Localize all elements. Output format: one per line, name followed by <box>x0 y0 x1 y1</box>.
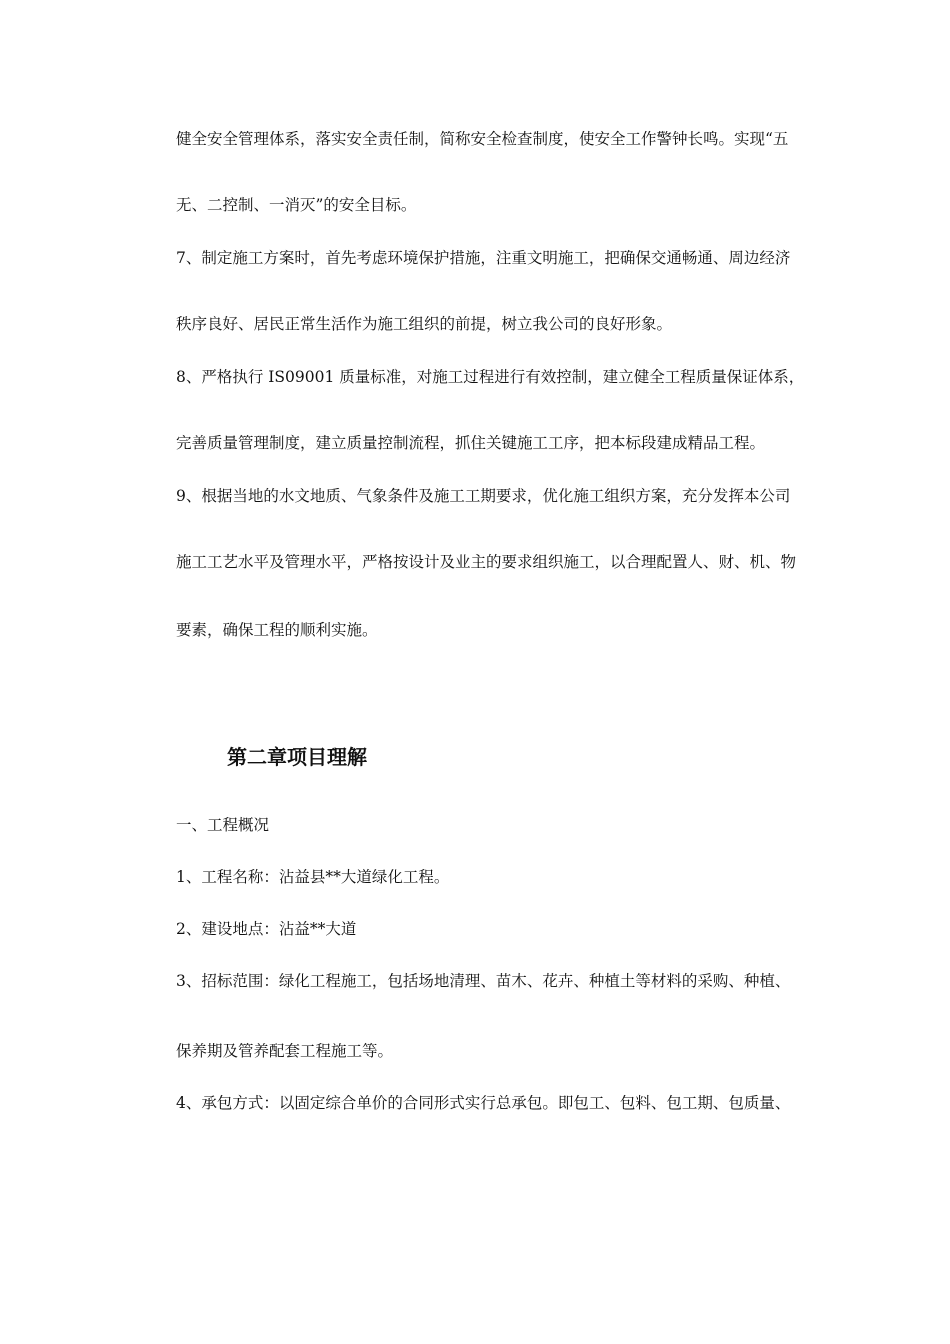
paragraph-line: 要素，确保工程的顺利实施。 <box>176 621 378 639</box>
paragraph-line: 3、招标范围：绿化工程施工，包括场地清理、苗木、花卉、种植土等材料的采购、种植、 <box>176 972 791 990</box>
paragraph-line: 2、建设地点：沾益**大道 <box>176 920 357 938</box>
paragraph-line: 7、制定施工方案时，首先考虑环境保护措施，注重文明施工，把确保交通畅通、周边经济 <box>176 249 791 267</box>
paragraph-line: 施工工艺水平及管理水平，严格按设计及业主的要求组织施工，以合理配置人、财、机、物 <box>176 553 797 571</box>
paragraph-line: 完善质量管理制度，建立质量控制流程，抓住关键施工工序，把本标段建成精品工程。 <box>176 434 766 452</box>
paragraph-line: 健全安全管理体系，落实安全责任制，简称安全检查制度，使安全工作警钟长鸣。实现“五 <box>176 130 789 148</box>
chapter-heading: 第二章项目理解 <box>227 745 367 769</box>
paragraph-line: 无、二控制、一消灭”的安全目标。 <box>176 196 417 214</box>
paragraph-line: 1、工程名称：沾益县**大道绿化工程。 <box>176 868 450 886</box>
paragraph-line: 秩序良好、居民正常生活作为施工组织的前提，树立我公司的良好形象。 <box>176 315 673 333</box>
paragraph-line: 8、严格执行 IS09001 质量标准，对施工过程进行有效控制，建立健全工程质量保证体系， <box>176 368 805 386</box>
paragraph-line: 保养期及管养配套工程施工等。 <box>176 1042 394 1060</box>
paragraph-line: 4、承包方式：以固定综合单价的合同形式实行总承包。即包工、包料、包工期、包质量、 <box>176 1094 791 1112</box>
paragraph-line: 9、根据当地的水文地质、气象条件及施工工期要求，优化施工组织方案，充分发挥本公司 <box>176 487 791 505</box>
section-title: 一、工程概况 <box>176 816 270 834</box>
